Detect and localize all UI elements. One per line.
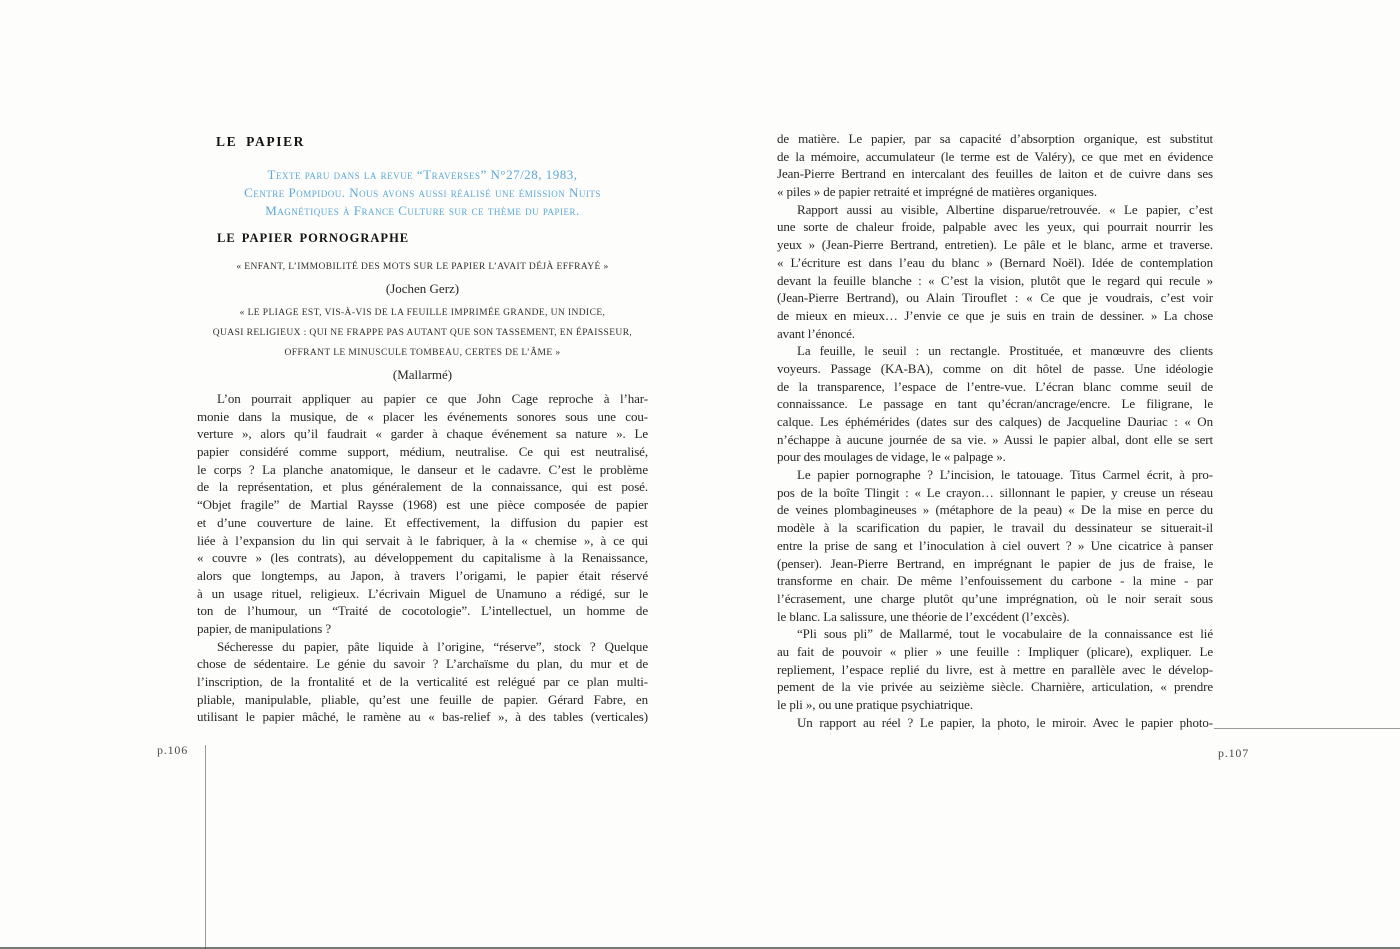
body-line: n’échappe à aucune journée de sa vie. » Aussi le papier albal, dont elle se sert [777, 431, 1213, 447]
epigraph-attribution: (Mallarmé) [392, 367, 453, 382]
body-line: de mieux en mieux… J’envie ce que je suis en train de dessiner. » La chose [777, 307, 1213, 323]
body-line: pour des moulages de vidage, le « palpage ». [777, 449, 1006, 465]
body-line: utilisant le papier mâché, le ramène au « bas-relief », à des tables (verticales) [197, 709, 648, 725]
epigraph-quote-line: QUASI RELIGIEUX : QUI NE FRAPPE PAS AUTANT QUE SON TASSEMENT, EN ÉPAISSEUR, [212, 328, 633, 338]
body-line: “Pli sous pli” de Mallarmé, tout le vocabulaire de la connaissance est lié [797, 626, 1213, 642]
body-line: ton de l’humour, un “Traité de cocotologie”. L’intellectuel, un homme de [197, 603, 648, 619]
epigraph-quote-line: OFFRANT LE MINUSCULE TOMBEAU, CERTES DE L’ÂME » [284, 348, 561, 358]
body-line: le pli », ou une pratique psychiatrique. [777, 697, 974, 712]
body-line: papier considéré comme support, médium, neutralise. Ce qui est neutralisé, [197, 444, 648, 460]
body-line: « L’écriture est dans l’eau du blanc » (Bernard Noël). Idée de contemplation [777, 254, 1213, 270]
body-paragraph [777, 130, 1213, 201]
body-line: liée à l’expansion du lin qui servait à le fabriquer, à la « chemise », à ce qui [197, 532, 648, 548]
credit-note [197, 166, 648, 220]
credit-line: Magnétiques à France Culture sur ce thème du papier. [265, 203, 580, 218]
epigraph-quote-line: « ENFANT, L’IMMOBILITÉ DES MOTS SUR LE PAPIER L’AVAIT DÉJÀ EFFRAYÉ » [236, 262, 609, 272]
body-line: La feuille, le seuil : un rectangle. Prostituée, et manœuvre des clients [797, 343, 1213, 359]
body-text-right [777, 130, 1213, 731]
body-line: Sécheresse du papier, pâte liquide à l’origine, “réserve”, stock ? Quelque [217, 638, 648, 654]
epigraph-gerz [197, 257, 648, 298]
body-line: au fait de pouvoir « plier » une feuille : Impliquer (plicare), expliquer. Le [777, 643, 1213, 659]
epigraph-mallarme [197, 303, 648, 384]
body-line: l’écrasement, une charge plutôt qu’une imprégnation, où le noir serait sous [777, 590, 1213, 606]
body-line: verture », alors qu’il faudrait « garder à chaque événement sa nature ». Le [197, 426, 648, 442]
body-line: transforme en chair. De même l’enfouissement du carbone - la mine - par [777, 573, 1213, 589]
body-line: devant la feuille blanche : « C’est la vision, plutôt que le regard qui recule » [777, 272, 1213, 288]
body-line: “Objet fragile” de Martial Raysse (1968) est une pièce composée de papier [197, 497, 648, 513]
body-line: avant l’énoncé. [777, 325, 855, 341]
body-line: Le papier pornographe ? L’incision, le tatouage. Titus Carmel écrit, à pro- [797, 467, 1213, 483]
epigraph-quote-line: « LE PLIAGE EST, VIS-À-VIS DE LA FEUILLE IMPRIMÉE GRANDE, UN INDICE, [239, 308, 606, 318]
body-line: l’inscription, de la frontalité et de la verticalité est relégué par ce plan multi- [197, 674, 648, 689]
body-line: connaissance. Le passage en tant qu’écran/ancrage/encre. Le filigrane, le [777, 396, 1213, 412]
body-line: pos de la boîte Tlingit : « Le crayon… sillonnant le papier, y creuse un réseau [777, 484, 1213, 500]
body-line: monie dans la musique, de « placer les événements sonores sous une cou- [197, 408, 648, 424]
body-line: le corps ? La planche anatomique, le danseur et le cadavre. C’est le problème [197, 461, 648, 477]
body-line: de matière. Le papier, par sa capacité d’absorption organique, est substitut [777, 131, 1213, 146]
body-line: et d’une couverture de laine. Et effectivement, la diffusion du papier est [197, 514, 648, 530]
section-subheading: LE PAPIER PORNOGRAPHE [217, 231, 410, 245]
body-line: une sorte de chaleur froide, palpable avec les yeux, qui pourrait nourrir les [777, 219, 1213, 235]
body-text-left [197, 390, 648, 726]
body-paragraph [197, 638, 648, 726]
body-line: papier, de manipulations ? [197, 620, 332, 636]
body-line: de la représentation, et plus généralement de la connaissance, qui est posé. [197, 479, 648, 495]
page-number-left: p.106 [157, 743, 188, 757]
page-title: LE PAPIER [216, 134, 306, 149]
body-line: pliable, manipulable, pliable, qu’est une feuille de papier. Gérard Fabre, en [197, 691, 648, 707]
body-line: chose de sédentaire. Le génie du savoir ? L’archaïsme du plan, du mur et de [197, 656, 648, 672]
body-line: de la mémoire, accumulateur (le terme est de Valéry), ce que met en évidence [777, 148, 1213, 164]
vertical-rule [205, 745, 206, 949]
body-line: Un rapport au réel ? Le papier, la photo, le miroir. Avec le papier photo- [797, 714, 1213, 730]
body-line: Jean-Pierre Bertrand en intercalant des feuilles de laiton et de cuivre dans ses [777, 166, 1213, 182]
body-paragraph [777, 466, 1213, 625]
body-paragraph [777, 625, 1213, 713]
page-number-right: p.107 [1218, 746, 1249, 760]
body-paragraph [777, 201, 1213, 343]
credit-line: Texte paru dans la revue “Traverses” N°27/28, 1983, [267, 167, 578, 182]
body-line: le blanc. La salissure, une théorie de l’excédent (l’excès). [777, 608, 1070, 624]
body-line: à un usage rituel, religieux. L’écrivain Miguel de Unamuno a rédigé, sur le [197, 585, 648, 601]
body-paragraph [777, 714, 1213, 732]
body-line: « couvre » (les contrats), au développement du capitalisme à la Renaissance, [197, 550, 648, 566]
body-line: (penser). Jean-Pierre Bertrand, en imprégnant le papier de jus de fraise, le [777, 555, 1213, 571]
body-line: repliement, l’espace replié du livre, est à mettre en parallèle avec le dévelop- [777, 661, 1213, 677]
horizontal-rule [1214, 728, 1400, 729]
body-line: L’on pourrait appliquer au papier ce que John Cage reproche à l’har- [217, 391, 648, 406]
body-line: de la transparence, l’espace de l’entre-vue. L’écran blanc comme seuil de [777, 378, 1213, 394]
body-line: calque. Les éphémérides (dates sur des calques) de Jacqueline Dauriac : « On [777, 414, 1213, 429]
body-line: pement de la vie privée au seizième siècle. Charnière, articulation, « prendre [777, 679, 1213, 695]
body-line: modèle à la scarification du papier, le travail du dessinateur se situerait-il [777, 520, 1213, 536]
body-line: (Jean-Pierre Bertrand), ou Alain Tirouflet : « Ce que je voudrais, c’est voir [777, 290, 1213, 306]
body-line: alors que longtemps, au Japon, à travers l’origami, le papier était réservé [197, 567, 648, 583]
body-paragraph [197, 390, 648, 638]
body-line: yeux » (Jean-Pierre Bertrand, entretien). Le pâle et le blanc, arme et traverse. [777, 237, 1213, 253]
body-paragraph [777, 342, 1213, 466]
credit-line: Centre Pompidou. Nous avons aussi réalisé une émission Nuits [244, 185, 601, 200]
body-line: de veines plombagineuses » (métaphore de la peau) « De la mise en perce du [777, 502, 1213, 518]
body-line: Rapport aussi au visible, Albertine disparue/retrouvée. « Le papier, c’est [797, 201, 1213, 217]
epigraph-attribution: (Jochen Gerz) [385, 281, 460, 296]
body-line: voyeurs. Passage (KA-BA), comme on dit hôtel de passe. Une idéologie [777, 360, 1213, 376]
body-line: entre la prise de sang et l’inoculation à ciel ouvert ? » Une cicatrice à panser [777, 537, 1213, 553]
body-line: « piles » de papier retraité et imprégné de matières organiques. [777, 184, 1098, 200]
